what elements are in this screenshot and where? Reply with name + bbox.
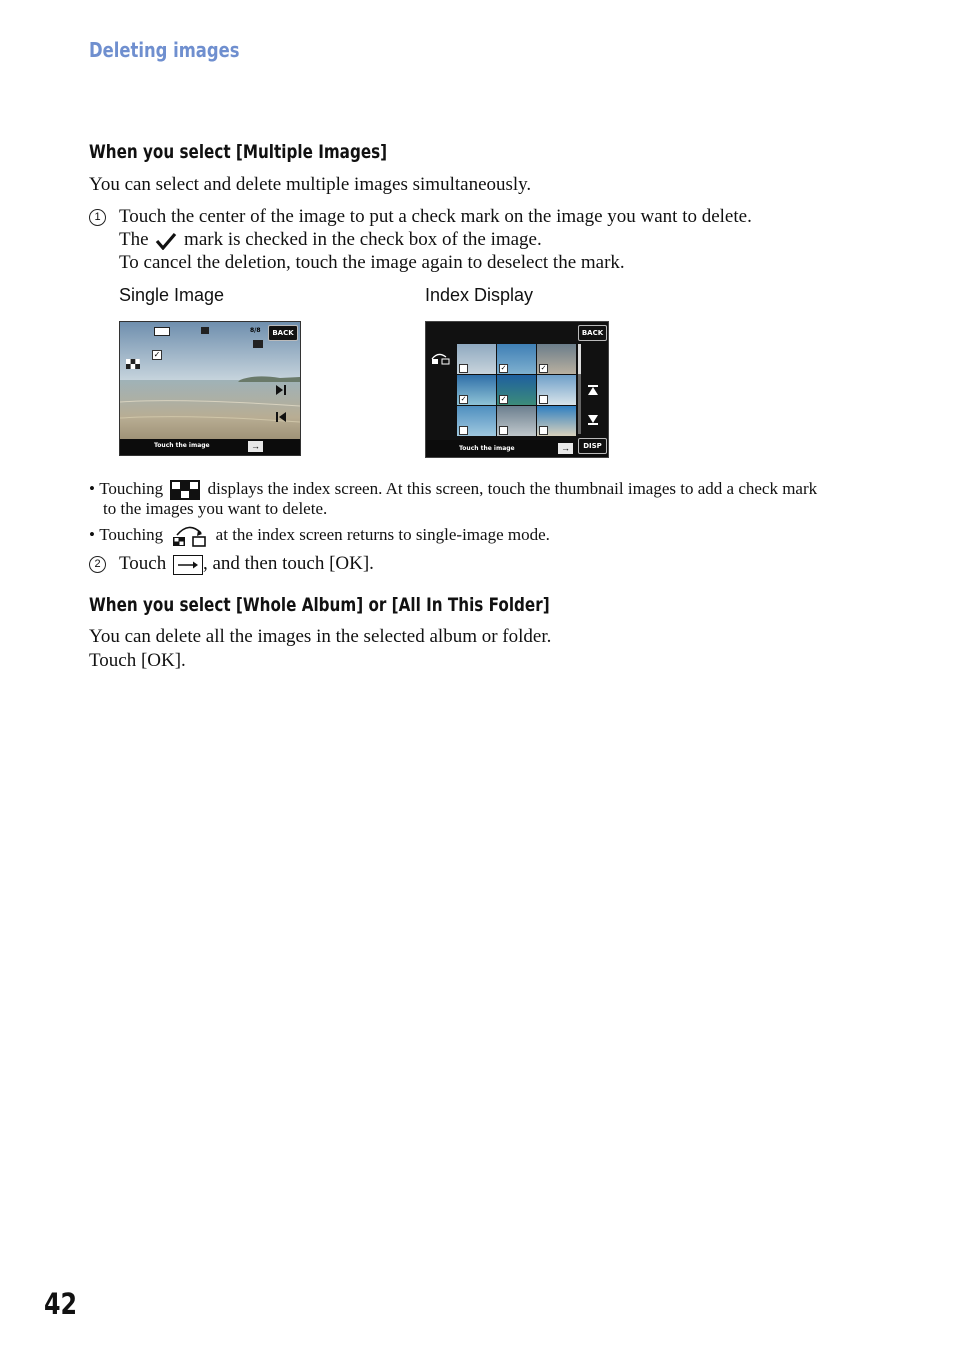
bullet1-before: Touching	[99, 479, 164, 498]
image-checkbox[interactable]: ✓	[153, 350, 161, 359]
bullet2-after: at the index screen returns to single-image mode.	[215, 525, 550, 544]
image-counter: 8/8	[250, 327, 261, 334]
step1-line2-before: The	[119, 229, 149, 250]
figure-label-single-image: Single Image	[119, 285, 225, 305]
bullet-dot: •	[89, 479, 100, 498]
scrollbar-thumb[interactable]	[578, 344, 581, 374]
index-grid-icon[interactable]	[126, 356, 140, 366]
thumbnail-checkbox[interactable]	[459, 364, 468, 373]
right-arrow-icon	[173, 555, 203, 575]
memory-icon	[201, 327, 209, 334]
single-image-return-icon	[169, 525, 209, 547]
step1-line2	[119, 228, 542, 251]
step1-line2-after: mark is checked in the check box of the image.	[184, 229, 542, 250]
step-number-circle: 1	[89, 209, 106, 226]
thumbnail[interactable]	[537, 344, 576, 374]
thumbnail[interactable]	[457, 406, 496, 436]
bullet1-after: displays the index screen. At this screen, touch the thumbnail images to add a check mark	[207, 479, 818, 498]
section2-line2: Touch [OK].	[89, 650, 186, 671]
step2-after: , and then touch [OK].	[202, 553, 374, 574]
image-size-icon	[253, 340, 263, 348]
right-arrow-icon[interactable]: →	[248, 441, 263, 452]
step1-line3: To cancel the deletion, touch the image again to deselect the mark.	[119, 252, 625, 273]
back-button[interactable]: BACK	[268, 325, 298, 341]
next-image-icon[interactable]	[275, 382, 287, 392]
thumbnail-checkbox[interactable]: ✓	[500, 395, 507, 403]
step2-text	[119, 552, 374, 575]
thumbnail[interactable]	[497, 406, 536, 436]
previous-image-icon[interactable]	[275, 409, 287, 419]
section-heading-multiple-images: When you select [Multiple Images]	[89, 141, 388, 163]
status-bar	[120, 439, 300, 455]
bullet-1-continuation: to the images you want to delete.	[103, 499, 328, 518]
thumbnail-checkbox[interactable]	[459, 426, 468, 435]
thumbnail-checkbox[interactable]	[539, 426, 548, 435]
step1-number	[89, 207, 106, 226]
step-number-circle: 2	[89, 556, 106, 573]
bullet-dot: •	[89, 525, 100, 544]
thumbnail[interactable]	[497, 344, 536, 374]
thumbnail[interactable]	[457, 344, 496, 374]
thumbnail-checkbox[interactable]	[499, 426, 508, 435]
step1-line1: Touch the center of the image to put a check mark on the image you want to delete.	[119, 206, 752, 227]
thumbnail[interactable]	[537, 375, 576, 405]
thumbnail-checkbox[interactable]	[539, 395, 548, 404]
beach-photo	[120, 322, 300, 455]
thumbnail-checkbox[interactable]: ✓	[540, 364, 547, 372]
bullet2-before: Touching	[99, 525, 164, 544]
section2-line1: You can delete all the images in the selected album or folder.	[89, 626, 552, 647]
bullet-1	[89, 478, 817, 500]
scroll-up-icon[interactable]	[587, 382, 599, 392]
index-display-screen	[425, 321, 609, 458]
section-heading-whole-album: When you select [Whole Album] or [All In This Folder]	[89, 594, 550, 616]
single-image-return-icon[interactable]	[430, 352, 452, 364]
section1-intro: You can select and delete multiple images simultaneously.	[89, 174, 532, 195]
thumbnail-grid	[457, 344, 577, 437]
thumbnail-checkbox[interactable]: ✓	[460, 395, 467, 403]
scroll-down-icon[interactable]	[587, 412, 599, 422]
thumbnail[interactable]	[537, 406, 576, 436]
status-text: Touch the image	[459, 445, 515, 452]
thumbnail-checkbox[interactable]: ✓	[500, 364, 507, 372]
step2-number	[89, 554, 106, 573]
running-head: Deleting images	[89, 38, 240, 62]
right-arrow-icon[interactable]: →	[558, 443, 573, 454]
disp-button[interactable]: DISP	[578, 438, 607, 454]
page-number: 42	[44, 1287, 78, 1321]
scrollbar-track[interactable]	[578, 344, 581, 434]
status-text: Touch the image	[154, 442, 210, 449]
thumbnail[interactable]	[457, 375, 496, 405]
thumbnail[interactable]	[497, 375, 536, 405]
step2-before: Touch	[119, 553, 167, 574]
bullet-2	[89, 524, 550, 547]
check-mark-icon	[155, 232, 177, 250]
battery-icon	[154, 327, 170, 336]
single-image-screen	[119, 321, 301, 456]
figure-label-index-display: Index Display	[425, 285, 534, 305]
back-button[interactable]: BACK	[578, 325, 607, 341]
